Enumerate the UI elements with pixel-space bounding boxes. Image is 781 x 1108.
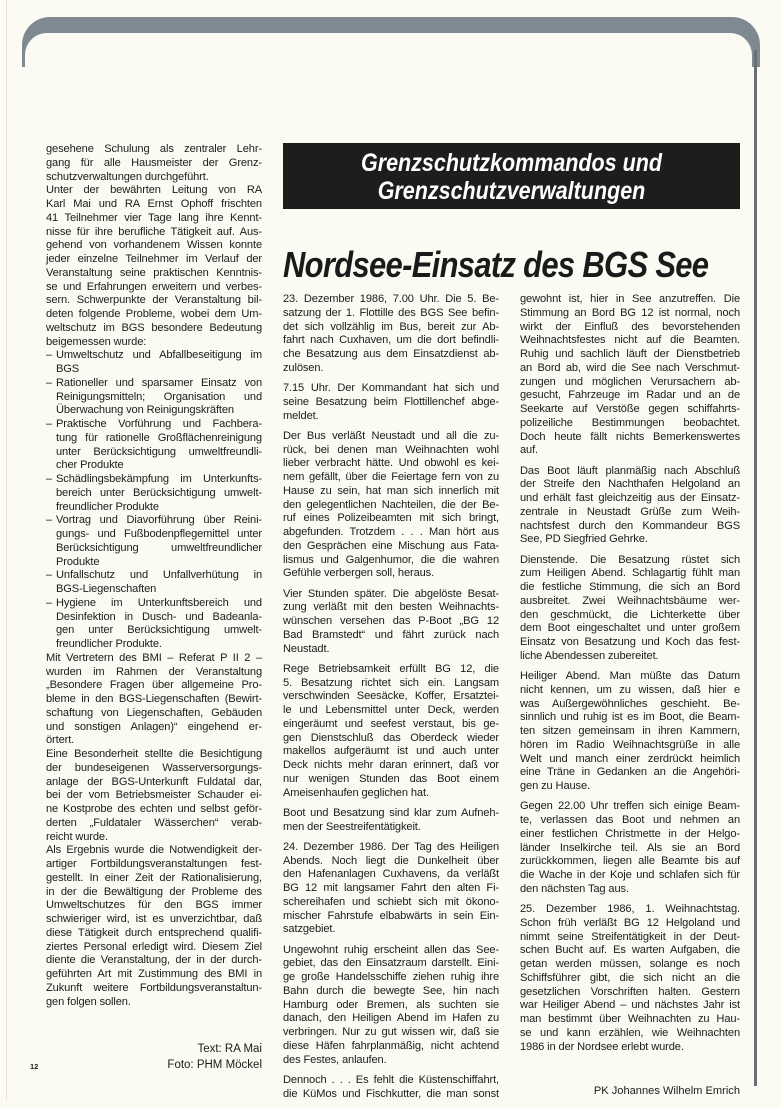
text-line: diese Häfen fahrplanmäßig, nicht achtend <box>283 1039 499 1052</box>
text-line: satzung der 1. Flottille des BGS See befin- <box>283 306 499 319</box>
text-line: 24. Dezember 1986. Der Tag des Heiligen <box>283 840 499 853</box>
text-line: zungen und möglichen Verursachern ab- <box>520 375 740 388</box>
text-line: Produkte <box>56 555 100 568</box>
text-line: schwieriger wird, ist es unverzichtbar, daß <box>46 913 262 925</box>
text-line: seine Besatzung beim Flottillenchef abge- <box>283 395 499 408</box>
text-line-content: Praktische Vorführung und Fachbera- <box>56 418 262 430</box>
paragraph <box>283 663 499 801</box>
text-line: zentrale in Neustadt Grüße zum Weih- <box>520 505 740 518</box>
text-line: 7.15 Uhr. Der Kommandant hat sich und <box>283 382 499 394</box>
text-line: gen Dienstschluß das Oberdeck wieder <box>283 731 499 744</box>
paragraph <box>283 382 499 423</box>
paragraph <box>283 841 499 937</box>
text-line: 25. Dezember 1986, 1. Weihnachtstag. <box>520 903 740 915</box>
text-line: se und kann erzählen, wie Weihnachten <box>520 1026 740 1039</box>
text-line: länder Inselkirche teil. Als sie an Bord <box>520 841 740 854</box>
text-line: Ameisenhaufen geglichen hat. <box>283 786 429 799</box>
text-line: an Bord ab, wird die See nach Verschmut- <box>520 361 740 374</box>
text-line: Dienstende. Die Besatzung rüstet sich <box>520 553 740 566</box>
paragraph <box>520 800 740 896</box>
paragraph <box>46 844 262 1009</box>
column-left-text <box>46 143 262 1009</box>
text-line: Rege Betriebsamkeit erfüllt BG 12, die <box>283 662 499 675</box>
text-line: nimmt seine Streifentätigkeit in der Deut- <box>520 930 740 943</box>
text-line: gen zu Hause. <box>520 780 590 792</box>
text-line <box>46 514 262 528</box>
text-line <box>46 569 262 583</box>
text-line: getan werden müssen, solange es noch <box>520 958 740 970</box>
section-header-box <box>283 143 740 209</box>
text-line: und sonstigen Anlagen)“ eingehend er- <box>46 720 262 733</box>
text-line: artiger Fortbildungsveranstaltungen fest- <box>46 858 262 870</box>
text-line: nachtsfest durch den Kommandeur BGS <box>520 519 740 532</box>
text-line: schaftung von Liegenschaften, Gebäuden <box>46 706 262 719</box>
text-line: danach, den Heiligen Abend im Hafen zu <box>283 1012 499 1025</box>
text-line: Welt und manch einer zerdrückt heimlich <box>520 752 740 765</box>
text-line: meldet. <box>283 409 319 422</box>
paragraph <box>283 807 499 835</box>
text-line: diente die Veranstaltung, der in der durch- <box>46 954 262 967</box>
text-line: anlage der BGS-Unterkunft Fuldatal dar, <box>46 775 262 788</box>
text-line: Eine Besonderheit stellte die Besichtigung <box>46 748 262 760</box>
text-line: man bestimmt über Weihnachten zu Hau- <box>520 1013 740 1025</box>
text-line: Weihnachtsfestes nicht auf die Beamten. <box>520 334 740 347</box>
text-line: rück, bei denen man Weihnachten wohl <box>283 443 499 456</box>
text-line: Das Boot läuft planmäßig nach Abschluß <box>520 464 740 477</box>
text-line: gestellt. In einer Zeit der Rationalisierung, <box>46 871 262 884</box>
text-line: Heiliger Abend. Man müßte das Datum <box>520 670 740 682</box>
text-line: bei der vom Betriebsmeister Schauder ei- <box>46 789 262 802</box>
text-line: Neustadt. <box>283 642 330 655</box>
text-line: zulösen. <box>283 361 324 374</box>
text-line <box>46 349 262 363</box>
text-line: gang für alle Hausmeister der Grenz- <box>46 156 262 169</box>
text-line: Boot und Besatzung sind klar zum Aufneh- <box>283 806 499 819</box>
text-line: den Gesprächen eine Mischung aus Fata- <box>283 539 499 552</box>
paragraph <box>520 903 740 1054</box>
text-line: nicht kennen, um zu wissen, daß hier e <box>520 683 740 696</box>
text-line: gen folgen sollen. <box>46 995 131 1008</box>
text-line: des Festes, anlaufen. <box>283 1053 387 1066</box>
page-frame <box>25 33 752 73</box>
text-line: satzgebiet. <box>283 923 336 936</box>
page-number: 12 <box>30 1062 39 1071</box>
text-line: che Besatzung aus dem Einsatzdienst ab- <box>283 348 499 360</box>
paragraph <box>46 652 262 748</box>
list-bullet: – <box>46 514 53 527</box>
text-line: Dennoch . . . Es fehlt die Küstenschiffahrt, <box>283 1073 499 1086</box>
paragraph <box>46 143 262 184</box>
text-line: deten folgende Probleme, wobei dem Um- <box>46 308 262 320</box>
text-line: makellos aufgeräumt ist und auch unter <box>283 745 499 758</box>
text-line: 5. Besatzung richtet sich ein. Langsam <box>283 676 499 689</box>
text-line-content: Rationeller und sparsamer Einsatz von <box>56 376 262 389</box>
text-line-content: Umweltschutz und Abfallbeseitigung im <box>56 349 262 362</box>
text-line: Schiffsführer gibt, die sich nicht an die <box>520 971 740 984</box>
text-line: sinnlich und ruhig ist es im Boot, die Beam- <box>520 711 740 724</box>
text-line: nur wenigen Stunden das Boot einem <box>283 772 499 785</box>
paragraph <box>520 465 740 548</box>
right-frame-rule <box>754 50 757 1086</box>
text-line: Unter der bewährten Leitung von RA <box>46 184 262 197</box>
text-line: gebiet, das den Einsatzraum darstellt. Eini- <box>283 957 499 970</box>
text-line: Bahn durch die bewegte See, hin nach <box>283 984 499 997</box>
text-line: Ungewohnt ruhig erscheint allen das See- <box>283 943 499 956</box>
text-line: Seekarte auf Verstöße gegen schiffahrts- <box>520 403 740 415</box>
text-line: See, PD Siegfried Gehrke. <box>520 533 648 546</box>
text-line: Umweltschutzes für den BGS immer <box>46 899 262 912</box>
credits <box>120 1042 262 1073</box>
column-middle-text <box>283 293 499 1108</box>
list-item <box>46 377 262 418</box>
text-line: cher Produkte <box>56 459 124 472</box>
text-line: Stimmung an Bord BG 12 ist normal, noch <box>520 306 740 319</box>
text-line: reicht wurde. <box>46 830 108 843</box>
text-line: und erhält fast gleichzeitig aus der Einsatz- <box>520 492 740 504</box>
text-line-content: Schädlingsbekämpfung im Unterkunfts- <box>56 473 262 485</box>
text-line: BGS <box>56 363 80 375</box>
paragraph <box>283 588 499 657</box>
text-line <box>46 418 262 432</box>
text-line: örtert. <box>46 734 75 747</box>
text-line <box>46 473 262 487</box>
text-line: ge große Handelsschiffe ziehen ruhig ihre <box>283 971 499 983</box>
text-line: Gefühle verbergen soll, heraus. <box>283 567 435 580</box>
article-author: PK Johannes Wilhelm Emrich <box>593 1085 740 1097</box>
text-line: Gegen 22.00 Uhr treffen sich einige Beam- <box>520 800 740 813</box>
text-line: freundlicher Produkte <box>56 500 159 513</box>
text-line: wünschen versehen das P-Boot „BG 12 <box>283 615 499 627</box>
text-line: mischer Fahrstufe elbabwärts in sein Ein- <box>283 909 499 922</box>
text-line: zum Heiligen Abend. Schlagartig fühlt man <box>520 567 740 580</box>
text-line: men der Seestreifentätigkeit. <box>283 820 421 833</box>
text-line: le und Lebensmittel unter Deck, werden <box>283 704 499 716</box>
text-line: schereihafen und schiebt sich mit ökono- <box>283 895 499 908</box>
text-line: den Hafenanlagen Cuxhavens, da verläßt <box>283 868 499 881</box>
text-line: Berücksichtigung umweltfreundlicher <box>56 541 262 554</box>
text-line: te, verlassen das Boot und nehmen an <box>520 814 740 826</box>
paragraph <box>520 554 740 664</box>
text-line: zung verläßt mit den besten Weihnachts- <box>283 601 499 614</box>
text-line: Zukunft weitere Fortbildungsveranstaltun- <box>46 981 262 994</box>
text-line: sern. Schwerpunkte der Veranstaltung bil- <box>46 294 262 307</box>
text-line: BGS-Liegenschaften <box>56 583 157 595</box>
section-header-line-1: Grenzschutzkommandos und <box>360 149 663 177</box>
text-line: Reinigungsmitteln; Organisation und <box>56 390 262 403</box>
text-line: Überwachung von Reinigungskräften <box>56 404 234 417</box>
text-line: ziertes Personal erledigt wird. Diesem Ziel <box>46 940 262 953</box>
paragraph <box>46 184 262 349</box>
text-line: wirkt der Einfluß des bevorstehenden <box>520 320 740 333</box>
list-item <box>46 349 262 377</box>
text-line <box>46 377 262 391</box>
text-line: 41 Teilnehmer vier Tage lang ihre Kennt- <box>46 211 262 224</box>
list-item <box>46 418 262 473</box>
text-line: in der die Bewältigung der Probleme des <box>46 885 262 898</box>
text-line: die festliche Stimmung, die sich an Bord <box>520 581 740 593</box>
list-bullet: – <box>46 349 53 362</box>
text-line: dem Boot eingeschaltet und unter großem <box>520 622 740 635</box>
text-line: gewohnt ist, hier in See anzutreffen. Die <box>520 293 740 305</box>
section-header-line-2: Grenzschutzverwaltungen <box>377 177 646 205</box>
column-right-text <box>520 293 740 1061</box>
text-line: den nächsten Tag aus. <box>520 882 629 895</box>
list-item <box>46 597 262 652</box>
text-line: Karl Mai und RA Ernst Ophoff frischten <box>46 198 262 210</box>
text-line: ruf eines Polizeibeamten mit sich bringt, <box>283 512 499 525</box>
text-line: BG 12 mit langsamer Fahrt den alten Fi- <box>283 882 499 894</box>
text-line: schen Bucht auf. Es warten Aufgaben, die <box>520 944 740 957</box>
text-line: schutzverwaltungen durchgeführt. <box>46 170 209 183</box>
text-line: Hamburg oder Bremen, als suchten sie <box>283 998 499 1011</box>
text-line: derten „Fuldataler Wässerchen“ verab- <box>46 816 262 829</box>
text-line: diese Tätigkeit durch entsprechend qualifi- <box>46 926 262 939</box>
list-bullet: – <box>46 418 53 430</box>
text-line: gen unter Berücksichtigung umwelt- <box>56 624 262 637</box>
list-bullet: – <box>46 473 53 485</box>
text-line: Hause zu sein, hat man sich innerlich mit <box>283 484 499 497</box>
text-line: auf. <box>520 444 539 457</box>
text-line: der bundeseigenen Wasserversorgungs- <box>46 761 262 774</box>
list-bullet: – <box>46 569 53 582</box>
text-line: geführten Art mit Zustimmung des BMI in <box>46 968 262 980</box>
text-line: Vier Stunden später. Die abgelöste Besat- <box>283 587 499 600</box>
text-line: Schon früh verläßt BG 12 Helgoland und <box>520 916 740 929</box>
text-line: Desinfektion in Dusch- und Badeanla- <box>56 610 262 623</box>
text-line: Doch heute fällt nichts Bemerkenswertes <box>520 430 740 443</box>
text-line: Ruhig und sachlich läuft der Dienstbetrieb <box>520 348 740 360</box>
text-line: Als Ergebnis wurde die Notwendigkeit der- <box>46 844 262 857</box>
text-line: den geschmückt, die Lichterkette über <box>520 608 740 621</box>
paragraph <box>283 944 499 1068</box>
text-line: lieber verbracht hätte. Und obwohl es kei- <box>283 457 499 470</box>
text-line: was Außergewöhnliches geschieht. Be- <box>520 697 740 710</box>
text-line: weltschutz im BGS besondere Bedeutung <box>46 321 262 334</box>
text-line: den gelegentlichen Nachteilen, die der Be- <box>283 498 499 511</box>
text-line: nem gefällt, über die Feiertage fern von zu <box>283 471 499 483</box>
text-line: gehend von vorhandenem Wissen konnte <box>46 239 262 252</box>
text-line: Abends. Noch liegt die Dunkelheit über <box>283 854 499 867</box>
text-line: det sich vollzählig im Bus, bereit zur Ab- <box>283 320 499 333</box>
text-line-content: Hygiene im Unterkunftsbereich und <box>56 596 262 609</box>
text-line: wurden im Rahmen der Veranstaltung <box>46 665 262 678</box>
text-line: ten sitzen gemeinsam in ihren Kammern, <box>520 725 740 737</box>
text-line: ne Kostprobe des echten und selbst geför- <box>46 803 262 815</box>
text-line: war Heiliger Abend – und nächstes Jahr ist <box>520 999 740 1012</box>
text-line: lismus und Galgenhumor, die die wahren <box>283 553 499 566</box>
text-credit: Text: RA Mai <box>197 1043 262 1055</box>
text-line: gesucht, Fahrzeuge im Radar und an de <box>520 389 740 402</box>
list-item <box>46 514 262 569</box>
paragraph <box>520 293 740 458</box>
text-line: bereich unter Berücksichtigung umwelt- <box>56 486 262 499</box>
text-line: 1986 in der Nordsee erlebt wurde. <box>520 1040 684 1053</box>
text-line: freundlicher Produkte. <box>56 638 162 650</box>
text-line: gesehene Schulung als zentraler Lehr- <box>46 143 262 155</box>
list-item <box>46 473 262 514</box>
text-line: gungs- und Fußbodenpflegemittel unter <box>56 528 262 540</box>
text-line: Bad Bramstedt“ und fährt zurück nach <box>283 628 499 641</box>
page-edge-rule <box>6 0 7 1100</box>
text-line-content: Unfallschutz und Unfallverhütung in <box>56 569 262 582</box>
text-line: se und Erfahrungen erweitern und verbes- <box>46 280 262 293</box>
text-line: die KüMos und Fischkutter, die man sonst <box>283 1087 499 1100</box>
text-line: tung für rationelle Großflächenreinigung <box>56 431 262 444</box>
list-bullet: – <box>46 376 53 389</box>
article-title: Nordsee-Einsatz des BGS See <box>283 244 709 285</box>
text-line: verschwinden Seesäcke, Koffer, Ersatztei- <box>283 690 499 703</box>
text-line: Der Bus verläßt Neustadt und all die zu- <box>283 429 499 442</box>
text-line: jeder einzelne Teilnehmer im Verlauf der <box>46 253 262 265</box>
paragraph <box>520 670 740 794</box>
text-line: gesetzlichen Vorschriften halten. Gestern <box>520 985 740 998</box>
text-line: eine Träne in Gedanken an die Angehöri- <box>520 766 740 779</box>
photo-credit: Foto: PHM Möckel <box>167 1058 262 1071</box>
paragraph <box>46 748 262 844</box>
text-line: 23. Dezember 1986, 7.00 Uhr. Die 5. Be- <box>283 293 499 305</box>
text-line: Einsatz von Besatzung und Koch das fest- <box>520 636 740 648</box>
text-line: polizeiliche Bestimmungen beobachtet. <box>520 416 740 429</box>
text-line: Veranstaltung seine praktischen Kenntnis- <box>46 266 262 279</box>
text-line: der Streife den Nachthafen Helgoland an <box>520 478 740 491</box>
text-line: „Besondere Fragen über allgemeine Pro- <box>46 679 262 692</box>
paragraph <box>283 1074 499 1102</box>
text-line: unter Berücksichtigung umweltfreundli- <box>56 445 262 458</box>
text-line: beigemessen wurde: <box>46 335 147 348</box>
text-line: abgefunden. Trotzdem . . . Man hört aus <box>283 526 499 538</box>
text-line: hören im Radio Weihnachtsgrüße in alle <box>520 738 740 751</box>
text-line-content: Vortrag und Diavorführung über Reini- <box>56 514 262 527</box>
list-bullet: – <box>46 596 53 609</box>
text-line: fahrt nach Cuxhaven, um die dort befindli- <box>283 334 499 347</box>
paragraph <box>283 293 499 376</box>
text-line: zurückkommen, liegen alle Beamte bis auf <box>520 855 740 868</box>
text-line: bleme in den BGS-Liegenschaften (Bewirt- <box>46 693 262 705</box>
text-line: nisse für ihre berufliche Tätigkeit auf. Aus- <box>46 225 262 238</box>
text-line: verbringen. Nur zu gut wissen wir, daß sie <box>283 1026 499 1038</box>
list-item <box>46 569 262 597</box>
text-line: liche Abendessen zubereitet. <box>520 649 659 662</box>
text-line: die Wache in der Koje und schlafen sich für <box>520 869 740 881</box>
text-line: Deck nichts mehr daran erinnert, daß vor <box>283 759 499 771</box>
text-line <box>46 597 262 611</box>
text-line: ausbreitet. Zwei Weihnachtsbäume wer- <box>520 594 740 607</box>
text-line: Mit Vertretern des BMI – Referat P II 2 – <box>46 651 262 664</box>
text-line: eingeräumt und seefest verstaut, bis ge- <box>283 717 499 730</box>
text-line: einer festlichen Christmette in der Helgo- <box>520 827 740 840</box>
paragraph <box>283 430 499 581</box>
